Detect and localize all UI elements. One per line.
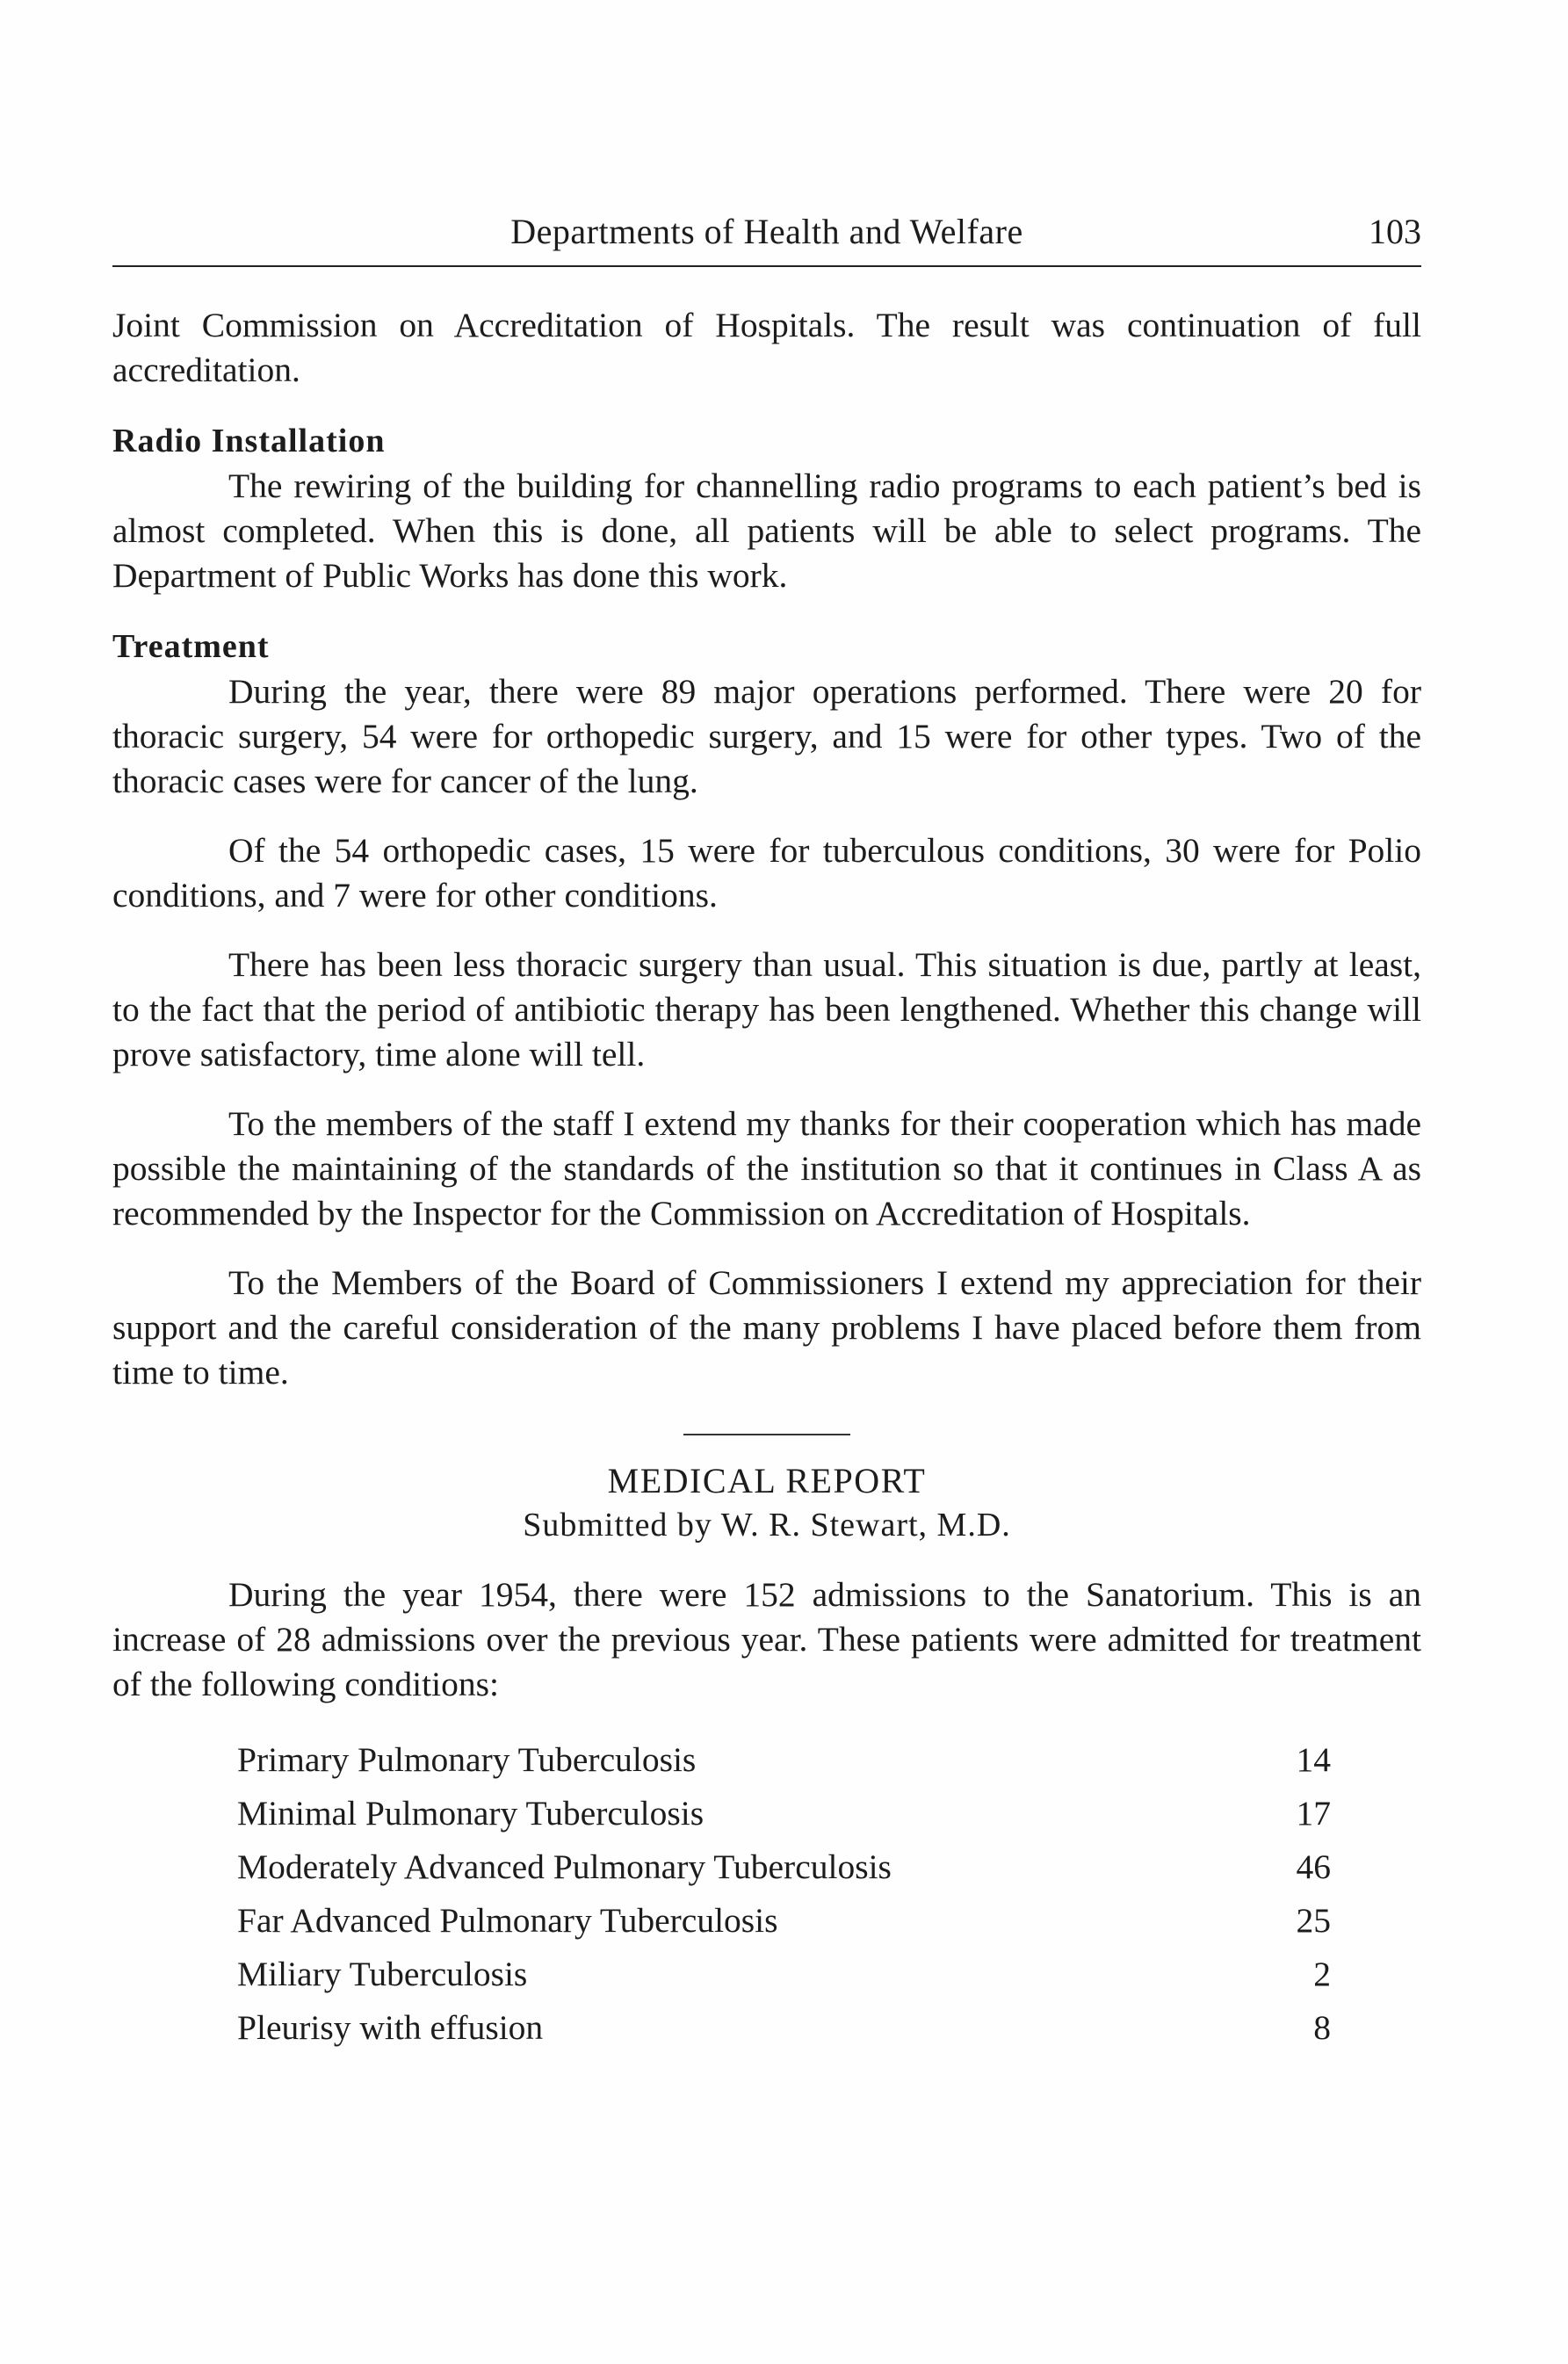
medical-report-title: MEDICAL REPORT (607, 1461, 927, 1500)
condition-count: 8 (1313, 2008, 1331, 2047)
condition-label: Primary Pulmonary Tuberculosis (237, 1740, 697, 1779)
condition-count: 25 (1296, 1901, 1331, 1940)
condition-label: Pleurisy with effusion (237, 2008, 544, 2047)
table-row (237, 1948, 1331, 2001)
table-row (237, 2001, 1331, 2055)
condition-label: Far Advanced Pulmonary Tuberculosis (237, 1901, 778, 1940)
table-row (237, 1787, 1331, 1840)
medical-report-byline: Submitted by W. R. Stewart, M.D. (523, 1507, 1011, 1543)
table-row (237, 1840, 1331, 1894)
running-head (112, 211, 1421, 264)
running-head-title: Departments of Health and Welfare (510, 212, 1023, 251)
paragraph-accreditation: Joint Commission on Accreditation of Hospitals. The result was continuation of full accreditation. (112, 306, 1421, 389)
header-rule (112, 265, 1421, 267)
condition-count: 14 (1296, 1740, 1331, 1779)
condition-label: Minimal Pulmonary Tuberculosis (237, 1794, 705, 1833)
condition-label: Moderately Advanced Pulmonary Tuberculosis (237, 1847, 892, 1886)
paragraph-operations: During the year, there were 89 major operations performed. There were 20 for thoracic surgery, 54 were for orthopedic surgery, and 15 were for other types. Two of the thoracic cases were for cancer of the lung. (112, 672, 1421, 800)
conditions-table (237, 1733, 1331, 2055)
heading-treatment: Treatment (112, 628, 270, 665)
condition-count: 46 (1296, 1847, 1331, 1886)
condition-count: 17 (1296, 1794, 1331, 1833)
condition-label: Miliary Tuberculosis (237, 1955, 528, 1993)
section-divider (683, 1434, 850, 1435)
paragraph-orthopedic: Of the 54 orthopedic cases, 15 were for tuberculous conditions, 30 were for Polio conditions, and 7 were for other conditions. (112, 831, 1421, 915)
table-row (237, 1733, 1331, 1787)
table-row (237, 1894, 1331, 1948)
condition-count: 2 (1313, 1955, 1331, 1993)
paragraph-thoracic: There has been less thoracic surgery than usual. This situation is due, partly at least, to the fact that the period of antibiotic therapy has been lengthened. Whether this change will prove satisfactory, time alone will tell. (112, 945, 1421, 1074)
paragraph-board-thanks: To the Members of the Board of Commissioners I extend my appreciation for their support and the careful consideration of the many problems I have placed before them from time to time. (112, 1263, 1421, 1392)
page-number: 103 (1369, 212, 1421, 251)
paragraph-admissions: During the year 1954, there were 152 admissions to the Sanatorium. This is an increase of 28 admissions over the previous year. These patients were admitted for treatment of the following conditions: (112, 1575, 1421, 1703)
paragraph-staff-thanks: To the members of the staff I extend my thanks for their cooperation which has made possible the maintaining of the standards of the institution so that it continues in Class A as recommended by the Inspector for the Commission on Accreditation of Hospitals. (112, 1104, 1421, 1233)
paragraph-radio: The rewiring of the building for channelling radio programs to each patient’s bed is almost completed. When this is done, all patients will be able to select programs. The Department of Public Works has done this work. (112, 466, 1421, 595)
page-body (112, 303, 1421, 2055)
heading-radio-installation: Radio Installation (112, 423, 386, 459)
